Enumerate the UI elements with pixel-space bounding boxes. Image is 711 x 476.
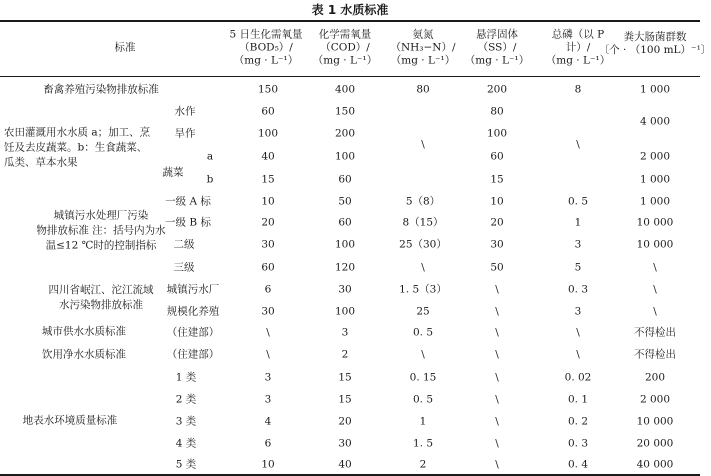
irrigation-tp-merged: \ [576,138,580,151]
header-ss: 悬浮固体 （SS）/ （mg · L⁻¹） [464,28,530,67]
cell-cod: 200 [334,127,356,140]
cell-tp: 0. 4 [567,458,589,471]
cell-tp: 0. 1 [567,393,589,406]
row-subcategory: b [206,173,214,186]
cell-coli: 20 000 [636,437,674,450]
cell-cod: 30 [338,283,352,296]
cell-bod: 3 [264,393,272,406]
cell-ss: 80 [490,105,504,118]
cell-nh3: \ [421,261,425,274]
cell-nh3: 25 [416,305,430,318]
row-subcategory: 2 类 [175,393,197,406]
cell-ss: \ [495,348,499,361]
cell-cod: 150 [334,105,356,118]
cell-ss: 50 [490,261,504,274]
cell-coli: 10 000 [636,238,674,251]
cell-coli: \ [653,261,657,274]
cell-nh3: 1. 5（3） [399,283,447,296]
row-subcategory: a [206,150,214,163]
cell-bod: 10 [261,195,275,208]
cell-tp: 1 [574,216,582,229]
cell-cod: 15 [338,371,352,384]
cell-bod: 6 [264,437,272,450]
header-coli: 粪大肠菌群数 〔个 · （100 mL）⁻¹〕 [598,31,711,56]
cell-bod: 60 [261,261,275,274]
cell-nh3: 80 [416,83,430,96]
group-livestock: 畜禽养殖污染物排放标准 [43,83,159,96]
table-header-rule [0,76,700,77]
cell-coli: 1 000 [639,195,671,208]
cell-bod: 4 [264,415,272,428]
table-caption: 表 1 水质标准 [311,3,389,17]
cell-tp: \ [576,326,580,339]
cell-tp: 5 [574,261,582,274]
cell-ss: \ [495,437,499,450]
row-subcategory: （住建部） [166,326,220,339]
cell-coli: \ [653,283,657,296]
cell-tp: 3 [574,238,582,251]
cell-ss: \ [495,283,499,296]
row-subcategory: 5 类 [175,458,197,471]
table-bottom-rule [0,474,700,476]
cell-tp: 3 [574,305,582,318]
cell-ss: 60 [490,150,504,163]
cell-coli: 不得检出 [634,348,676,361]
header-cod: 化学需氧量 （COD）/ （mg · L⁻¹） [312,28,378,67]
row-subcategory: （住建部） [166,348,220,361]
cell-coli: 1 000 [639,173,671,186]
cell-bod: 3 [264,371,272,384]
row-subcategory: 旱作 [174,127,196,140]
table-top-rule [0,20,700,22]
cell-coli: 10 000 [636,415,674,428]
row-subcategory: 三级 [173,261,195,274]
cell-bod: 6 [264,283,272,296]
cell-bod: 100 [257,127,279,140]
cell-ss: 20 [490,216,504,229]
cell-cod: 2 [341,348,349,361]
cell-ss: \ [495,415,499,428]
row-subcategory: 3 类 [175,415,197,428]
irrigation-coli-merged: 4 000 [639,115,671,128]
cell-nh3: 8（15） [402,216,444,229]
cell-cod: 60 [338,173,352,186]
cell-bod: 10 [261,458,275,471]
cell-cod: 20 [338,415,352,428]
cell-cod: 50 [338,195,352,208]
cell-nh3: 0. 5 [412,393,434,406]
header-bod: 5 日生化需氧量 （BOD₅）/ （mg · L⁻¹） [229,28,303,67]
cell-ss: 200 [486,83,508,96]
cell-tp: 0. 5 [567,195,589,208]
row-subcategory: 城镇污水厂 [166,283,220,296]
cell-ss: \ [495,393,499,406]
row-subcategory: 水作 [174,105,196,118]
cell-coli: 1 000 [639,83,671,96]
cell-tp: \ [576,348,580,361]
cell-coli: 10 000 [636,216,674,229]
cell-coli: 2 000 [639,393,671,406]
header-standard: 标准 [114,41,136,54]
cell-nh3: 0. 15 [409,371,437,384]
cell-ss: \ [495,326,499,339]
cell-nh3: 2 [419,458,427,471]
cell-cod: 120 [334,261,356,274]
cell-cod: 15 [338,393,352,406]
cell-tp: 0. 02 [564,371,592,384]
cell-bod: 15 [261,173,275,186]
header-nh3: 氨氮 （NH₃−N）/ （mg · L⁻¹） [390,28,456,67]
cell-ss: \ [495,458,499,471]
row-subcategory: 4 类 [175,437,197,450]
cell-ss: 30 [490,238,504,251]
cell-bod: 30 [261,238,275,251]
group-surface-water: 地表水环境质量标准 [22,414,118,427]
cell-tp: 0. 2 [567,415,589,428]
row-subcategory: 一级 B 标 [165,216,211,229]
cell-ss: 10 [490,195,504,208]
cell-coli: 不得检出 [634,326,676,339]
cell-nh3: \ [421,348,425,361]
cell-tp: 0. 3 [567,437,589,450]
cell-coli: 40 000 [636,458,674,471]
cell-bod: 60 [261,105,275,118]
cell-nh3: 1 [419,415,427,428]
vegetable-label: 蔬菜 [162,166,184,179]
cell-cod: 60 [338,216,352,229]
cell-coli: 200 [644,371,666,384]
header-tp: 总磷（以 P 计）/ （mg · L⁻¹） [545,28,611,67]
cell-ss: \ [495,305,499,318]
cell-bod: \ [266,326,270,339]
row-subcategory: 一级 A 标 [165,195,211,208]
cell-ss: \ [495,371,499,384]
cell-nh3: 0. 5 [412,326,434,339]
cell-cod: 3 [341,326,349,339]
cell-cod: 400 [334,83,356,96]
group-irrigation: 农田灌溉用水水质 a；加工、烹 饪及去皮蔬菜。b：生食蔬菜、 瓜类、草本水果 [4,126,151,169]
irrigation-nh3-merged: \ [421,138,425,151]
cell-coli: 2 000 [639,150,671,163]
cell-cod: 100 [334,305,356,318]
cell-ss: 100 [486,127,508,140]
cell-cod: 100 [334,150,356,163]
cell-bod: 40 [261,150,275,163]
cell-bod: 150 [257,83,279,96]
cell-coli: \ [653,305,657,318]
cell-ss: 15 [490,173,504,186]
row-subcategory: 规模化养殖 [166,305,220,318]
cell-nh3: 25（30） [399,238,447,251]
row-subcategory: 1 类 [175,371,197,384]
cell-nh3: 5（8） [405,195,441,208]
group-sichuan: 四川省岷江、沱江流域 水污染物排放标准 [48,284,154,311]
cell-bod: \ [266,348,270,361]
cell-cod: 100 [334,238,356,251]
cell-tp: 8 [574,83,582,96]
row-subcategory: 二级 [173,238,195,251]
group-drinking: 饮用净水水质标准 [42,348,126,361]
cell-tp: 0. 3 [567,283,589,296]
group-urban-sewage: 城镇污水处理厂污染 物排放标准 注：括号内为水 温≤12 ℃时的控制指标 [36,209,166,252]
cell-bod: 30 [261,305,275,318]
cell-bod: 20 [261,216,275,229]
cell-cod: 40 [338,458,352,471]
cell-cod: 30 [338,437,352,450]
cell-nh3: 1. 5 [412,437,434,450]
group-water-supply: 城市供水水质标准 [42,325,126,338]
